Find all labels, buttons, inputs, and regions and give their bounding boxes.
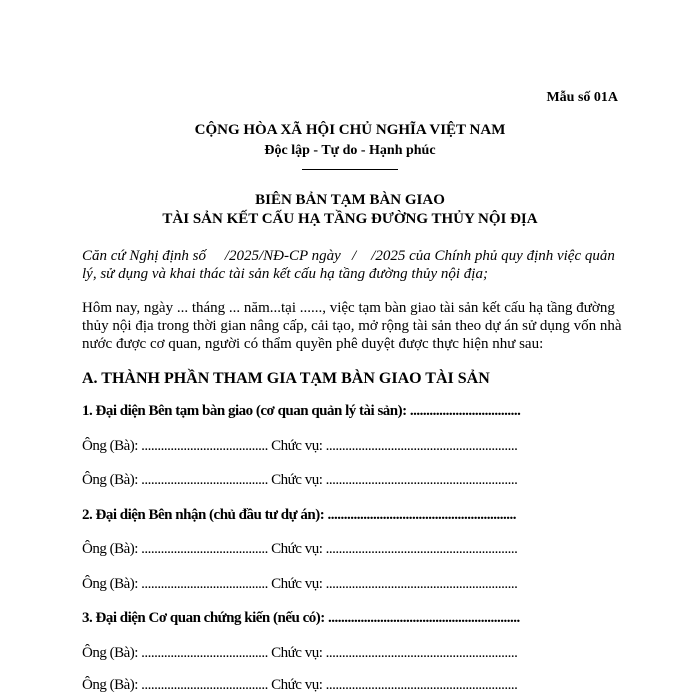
legal-basis-line2: lý, sử dụng và khai thác tài sản kết cấu hạ tầng đường thủy nội địa; bbox=[82, 266, 488, 282]
party2-row2: Ông (Bà): ....................................... Chức vụ: ........................................................... bbox=[82, 576, 518, 592]
party2-row1: Ông (Bà): ....................................... Chức vụ: ........................................................... bbox=[82, 541, 518, 557]
document-title-line1: BIÊN BẢN TẠM BÀN GIAO bbox=[255, 192, 445, 208]
section-a-heading: A. THÀNH PHẦN THAM GIA TẠM BÀN GIAO TÀI SẢN bbox=[82, 370, 490, 387]
intro-line3: nước được cơ quan, người có thẩm quyền phê duyệt được thực hiện như sau: bbox=[82, 336, 544, 352]
nation-heading: CỘNG HÒA XÃ HỘI CHỦ NGHĨA VIỆT NAM bbox=[194, 122, 506, 138]
form-code: Mẫu số 01A bbox=[546, 90, 618, 105]
document-title-line2: TÀI SẢN KẾT CẤU HẠ TẦNG ĐƯỜNG THỦY NỘI ĐỊA bbox=[162, 211, 538, 227]
party1-row1: Ông (Bà): ....................................... Chức vụ: ........................................................... bbox=[82, 438, 518, 454]
legal-basis bbox=[82, 247, 622, 283]
party1-heading: 1. Đại diện Bên tạm bàn giao (cơ quan quản lý tài sản): .................................. bbox=[82, 403, 521, 419]
party3-row1: Ông (Bà): ....................................... Chức vụ: ........................................................... bbox=[82, 645, 518, 661]
motto-underline bbox=[302, 169, 398, 170]
party3-row2: Ông (Bà): ....................................... Chức vụ: ........................................................... bbox=[82, 677, 518, 693]
party3-heading: 3. Đại diện Cơ quan chứng kiến (nếu có): ........................................................... bbox=[82, 610, 520, 626]
intro-line1: Hôm nay, ngày ... tháng ... năm...tại ......, việc tạm bàn giao tài sản kết cấu hạ tầng đường bbox=[82, 300, 615, 316]
party2-heading: 2. Đại diện Bên nhận (chủ đầu tư dự án): .......................................................... bbox=[82, 507, 516, 523]
intro-line2: thủy nội địa trong thời gian nâng cấp, cải tạo, mở rộng tài sản theo dự án sử dụng vốn nhà bbox=[82, 318, 622, 334]
intro-paragraph bbox=[82, 299, 622, 353]
legal-basis-line1: Căn cứ Nghị định số /2025/NĐ-CP ngày / /2025 của Chính phủ quy định việc quản bbox=[82, 248, 615, 264]
party1-row2: Ông (Bà): ....................................... Chức vụ: ........................................................... bbox=[82, 472, 518, 488]
motto: Độc lập - Tự do - Hạnh phúc bbox=[264, 143, 436, 158]
